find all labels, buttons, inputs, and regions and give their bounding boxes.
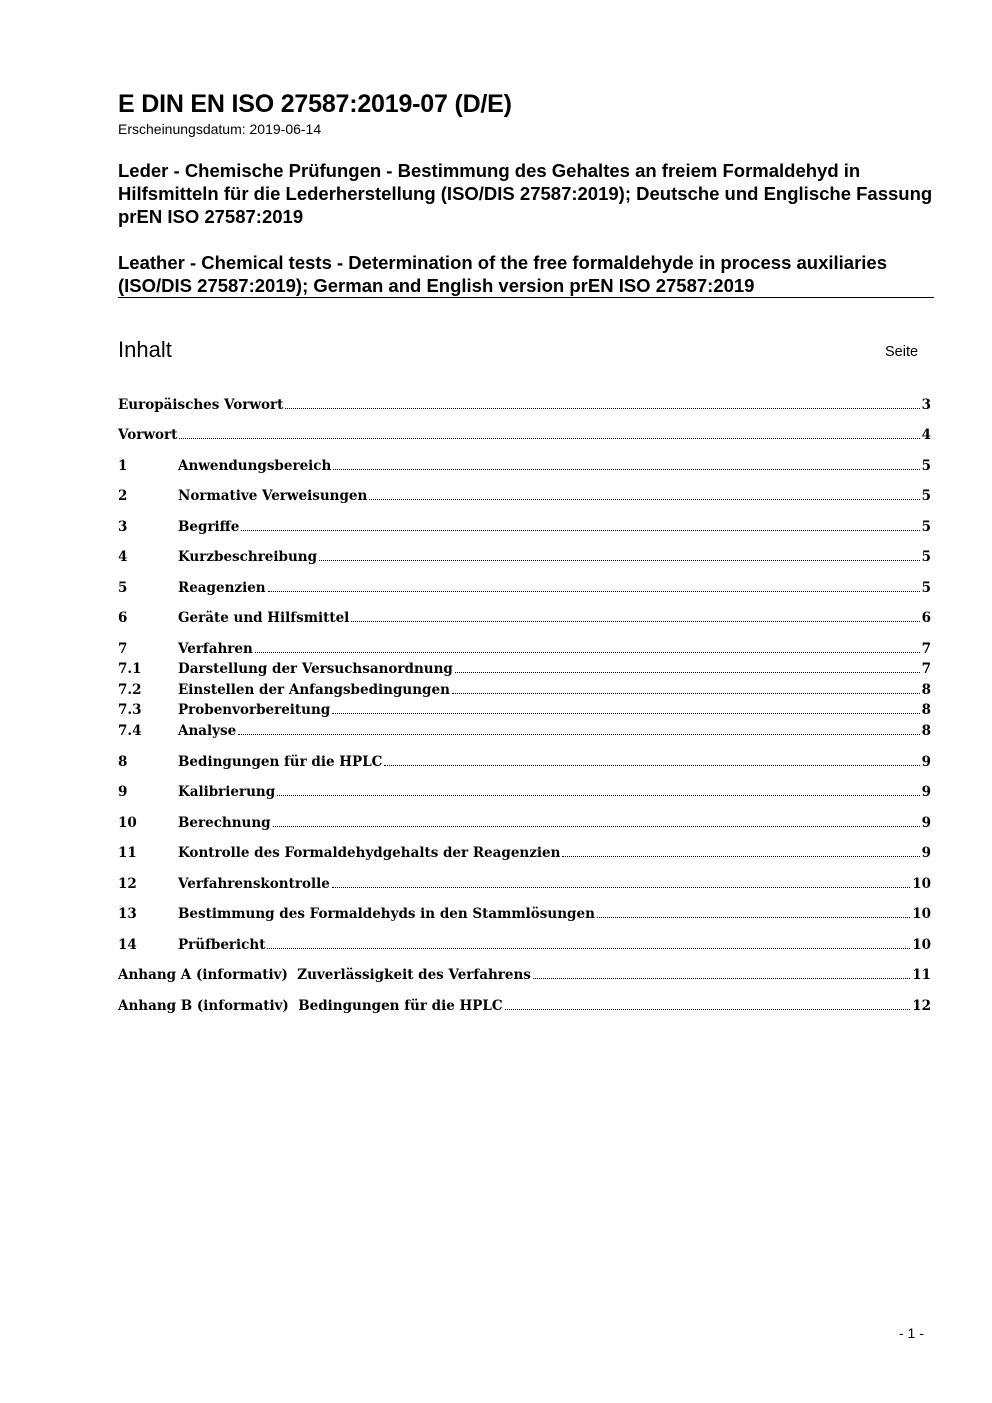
toc-entry-page: 8 (921, 702, 931, 718)
toc-entry-page: 10 (912, 876, 931, 892)
toc-entry-page: 11 (912, 967, 931, 983)
toc-leader (267, 948, 910, 949)
toc-entry-page: 5 (921, 580, 931, 596)
toc-entry-page: 9 (921, 845, 931, 861)
toc-entry-page: 8 (921, 723, 931, 739)
toc-entry-page: 5 (921, 458, 931, 474)
toc-entry-number: 10 (118, 815, 137, 831)
toc-leader (238, 734, 919, 735)
toc-leader (319, 560, 920, 561)
toc-entry-title: Geräte und Hilfsmittel (178, 610, 350, 626)
toc-leader (285, 408, 919, 409)
toc-entry-number: 7.4 (118, 723, 142, 739)
toc-entry[interactable] (118, 843, 931, 863)
toc-leader (455, 672, 920, 673)
toc-entry-title: Reagenzien (178, 580, 266, 596)
toc-entry[interactable] (118, 935, 931, 955)
toc-entry[interactable] (118, 608, 931, 628)
toc-entry-number: 7.3 (118, 702, 142, 718)
document-id: E DIN EN ISO 27587:2019-07 (D/E) (118, 90, 512, 118)
toc-entry-page: 7 (921, 641, 931, 657)
toc-entry-page: 4 (921, 427, 931, 443)
toc-leader (179, 438, 919, 439)
toc-leader (268, 591, 920, 592)
toc-entry-title: Anhang B (informativ) Bedingungen für die HPLC (118, 998, 503, 1014)
toc-entry-title: Einstellen der Anfangsbedingungen (178, 682, 450, 698)
toc-entry-number: 12 (118, 876, 137, 892)
toc-entry-number: 2 (118, 488, 128, 504)
toc-entry-title: Bestimmung des Formaldehyds in den Stammlösungen (178, 906, 595, 922)
toc-entry-number: 11 (118, 845, 137, 861)
toc-leader (369, 499, 919, 500)
toc-leader (351, 621, 919, 622)
toc-entry-title: Anhang A (informativ) Zuverlässigkeit des Verfahrens (118, 967, 531, 983)
toc-entry[interactable] (118, 578, 931, 598)
toc-leader (333, 469, 919, 470)
publication-date: Erscheinungsdatum: 2019-06-14 (118, 121, 322, 137)
toc-entry-title: Verfahrenskontrolle (178, 876, 330, 892)
toc-entry-number: 9 (118, 784, 128, 800)
toc-entry-number: 6 (118, 610, 128, 626)
toc-entry-number: 3 (118, 519, 128, 535)
toc-entry-title: Prüfbericht (178, 937, 266, 953)
toc-entry-title: Berechnung (178, 815, 271, 831)
toc-leader (384, 765, 919, 766)
toc-entry-page: 7 (921, 661, 931, 677)
toc-entry-page: 5 (921, 488, 931, 504)
toc-entry[interactable] (118, 721, 931, 741)
toc-entry[interactable] (118, 782, 931, 802)
toc-entry-title: Kurzbeschreibung (178, 549, 318, 565)
toc-entry-number: 7.1 (118, 661, 142, 677)
toc-entry-page: 5 (921, 519, 931, 535)
toc-entry-page: 6 (921, 610, 931, 626)
toc-entry-title: Begriffe (178, 519, 240, 535)
toc-entry[interactable] (118, 547, 931, 567)
toc-heading: Inhalt (118, 337, 172, 362)
toc-entry-number: 1 (118, 458, 128, 474)
toc-entry-title: Europäisches Vorwort (118, 397, 284, 413)
toc-leader (533, 978, 910, 979)
toc-entry[interactable] (118, 659, 931, 679)
toc-leader (597, 917, 910, 918)
toc-entry[interactable] (118, 517, 931, 537)
toc-entry[interactable] (118, 752, 931, 772)
toc-page-column-label: Seite (885, 344, 919, 360)
toc-leader (241, 530, 919, 531)
toc-entry[interactable] (118, 680, 931, 700)
toc-entry-number: 13 (118, 906, 137, 922)
title-german: Leder - Chemische Prüfungen - Bestimmung des Gehaltes an freiem Formaldehyd in Hilfsmitteln für die Lederherstellung (ISO/DIS 27587:2019); Deutsche und Englische Fassung prEN ISO 27587:2019 (118, 160, 933, 227)
toc-entry-number: 8 (118, 754, 128, 770)
toc-entry-page: 8 (921, 682, 931, 698)
toc-leader (273, 826, 920, 827)
toc-entry-title: Verfahren (178, 641, 253, 657)
toc-entry-title: Normative Verweisungen (178, 488, 368, 504)
toc-entry[interactable] (118, 486, 931, 506)
toc-entry-title: Analyse (178, 723, 237, 739)
toc-entry-page: 3 (921, 397, 931, 413)
toc-entry-title: Bedingungen für die HPLC (178, 754, 383, 770)
toc-entry[interactable] (118, 425, 931, 445)
toc-entry-page: 10 (912, 937, 931, 953)
toc-entry[interactable] (118, 813, 931, 833)
toc-entry[interactable] (118, 965, 931, 985)
toc-entry-page: 10 (912, 906, 931, 922)
toc-entry-title: Probenvorbereitung (178, 702, 331, 718)
toc-leader (452, 693, 920, 694)
toc-entry[interactable] (118, 700, 931, 720)
title-divider (118, 297, 934, 298)
toc-leader (255, 652, 920, 653)
toc-entry-number: 14 (118, 937, 137, 953)
toc-leader (562, 856, 919, 857)
toc-entry[interactable] (118, 996, 931, 1016)
toc-entry[interactable] (118, 395, 931, 415)
toc-entry[interactable] (118, 639, 931, 659)
toc-leader (332, 887, 910, 888)
toc-leader (332, 713, 919, 714)
toc-entry-number: 7.2 (118, 682, 142, 698)
toc-entry-title: Kontrolle des Formaldehydgehalts der Reagenzien (178, 845, 561, 861)
toc-entry-title: Vorwort (118, 427, 178, 443)
toc-entry[interactable] (118, 456, 931, 476)
toc-entry-page: 9 (921, 815, 931, 831)
toc-leader (505, 1009, 911, 1010)
toc-entry-number: 4 (118, 549, 128, 565)
page-number: - 1 - (899, 1325, 924, 1341)
toc-entry-page: 12 (912, 998, 931, 1014)
toc-entry[interactable] (118, 874, 931, 894)
toc-entry-page: 9 (921, 754, 931, 770)
toc-entry[interactable] (118, 904, 931, 924)
toc-entry-title: Darstellung der Versuchsanordnung (178, 661, 453, 677)
toc-entry-title: Kalibrierung (178, 784, 276, 800)
title-english: Leather - Chemical tests - Determination of the free formaldehyde in process auxiliaries (ISO/DIS 27587:2019); German and English version prEN ISO 27587:2019 (118, 252, 888, 296)
toc-entry-page: 5 (921, 549, 931, 565)
toc-entry-page: 9 (921, 784, 931, 800)
toc-entry-number: 5 (118, 580, 128, 596)
toc-entry-number: 7 (118, 641, 128, 657)
toc-entry-title: Anwendungsbereich (178, 458, 332, 474)
toc-leader (277, 795, 919, 796)
